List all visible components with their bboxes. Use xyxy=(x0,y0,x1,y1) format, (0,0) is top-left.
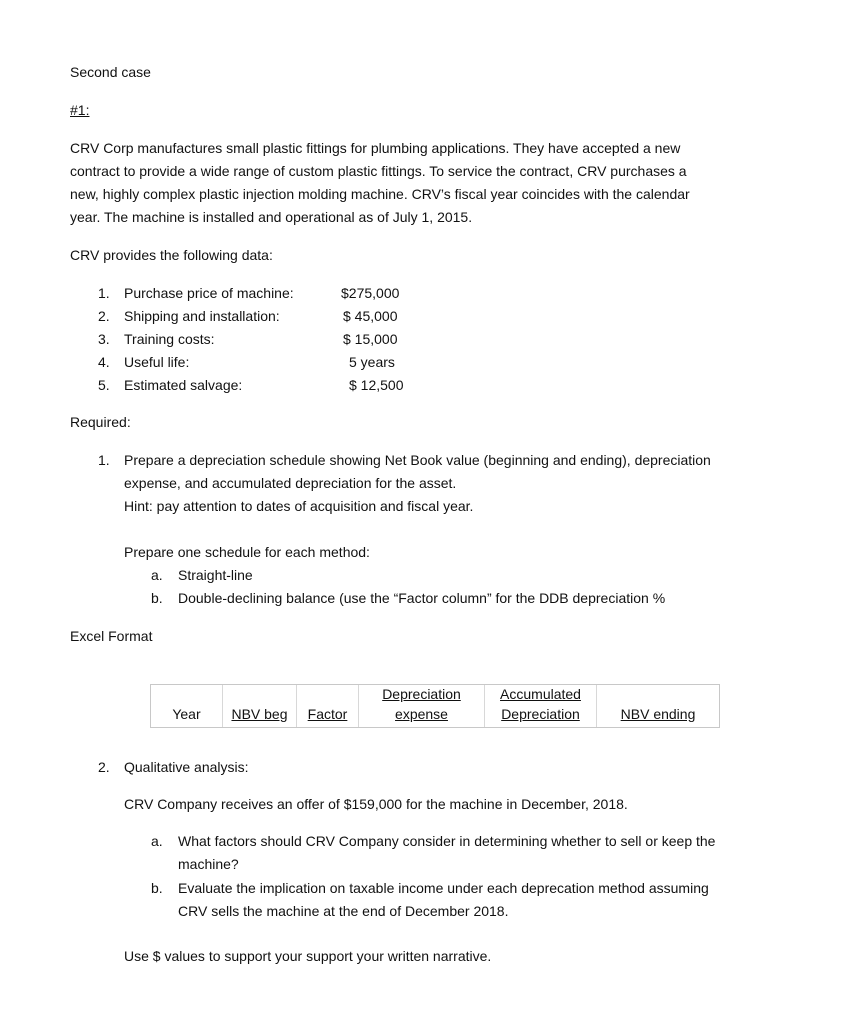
req1-line-2: expense, and accumulated depreciation for the asset. xyxy=(124,475,457,491)
req2-a-line-2: machine? xyxy=(178,856,239,872)
col-nbv-ending-label: NBV ending xyxy=(620,706,696,722)
method-straight-line: Straight-line xyxy=(178,567,253,583)
req2-b-line-2: CRV sells the machine at the end of December 2018. xyxy=(178,903,509,919)
col-dep-line-1: Depreciation xyxy=(382,686,461,702)
data-item-value: $ 12,500 xyxy=(349,377,404,393)
col-dep-line-2: expense xyxy=(395,706,448,722)
col-factor xyxy=(297,685,359,727)
method-ddb: Double-declining balance (use the “Factor column” for the DDB depreciation % xyxy=(178,590,666,606)
col-acc-line-1: Accumulated xyxy=(500,686,581,702)
req2-b-line-1: Evaluate the implication on taxable income under each deprecation method assuming xyxy=(178,880,709,896)
req2-number: 2. xyxy=(98,759,110,775)
col-year xyxy=(151,685,223,727)
req2-b-letter: b. xyxy=(151,880,163,896)
intro-line-4: year. The machine is installed and operational as of July 1, 2015. xyxy=(70,209,473,225)
excel-format-label: Excel Format xyxy=(70,628,153,644)
col-nbv-beg xyxy=(223,685,297,727)
col-accumulated-depreciation xyxy=(485,685,597,727)
req1-line-1: Prepare a depreciation schedule showing Net Book value (beginning and ending), depreciation xyxy=(124,452,711,468)
col-nbv-ending xyxy=(597,685,719,727)
req1-number: 1. xyxy=(98,452,110,468)
data-item-number: 2. xyxy=(98,308,110,324)
req2-offer: CRV Company receives an offer of $159,000 for the machine in December, 2018. xyxy=(124,796,628,812)
col-factor-label: Factor xyxy=(307,706,348,722)
data-item-value: $ 15,000 xyxy=(343,331,398,347)
data-heading: CRV provides the following data: xyxy=(70,247,273,263)
data-item-label: Purchase price of machine: xyxy=(124,285,294,301)
req1-hint: Hint: pay attention to dates of acquisition and fiscal year. xyxy=(124,498,474,514)
req2-a-line-1: What factors should CRV Company consider in determining whether to sell or keep the xyxy=(178,833,716,849)
data-item-number: 3. xyxy=(98,331,110,347)
data-item-value: 5 years xyxy=(349,354,395,370)
intro-line-1: CRV Corp manufactures small plastic fittings for plumbing applications. They have accepted a new xyxy=(70,140,681,156)
col-depreciation-expense xyxy=(359,685,485,727)
data-item-number: 1. xyxy=(98,285,110,301)
data-item-value: $275,000 xyxy=(341,285,400,301)
case-title: Second case xyxy=(70,64,151,80)
col-acc-line-2: Depreciation xyxy=(501,706,580,722)
req2-a-letter: a. xyxy=(151,833,163,849)
data-item-label: Estimated salvage: xyxy=(124,377,243,393)
closing-instruction: Use $ values to support your support your written narrative. xyxy=(124,948,492,964)
problem-number: #1: xyxy=(70,102,90,118)
method-intro: Prepare one schedule for each method: xyxy=(124,544,370,560)
method-letter: b. xyxy=(151,590,163,606)
data-item-label: Useful life: xyxy=(124,354,190,370)
intro-line-2: contract to provide a wide range of custom plastic fittings. To service the contract, CRV purchases a xyxy=(70,163,687,179)
intro-line-3: new, highly complex plastic injection molding machine. CRV’s fiscal year coincides with the calendar xyxy=(70,186,690,202)
col-year-label: Year xyxy=(172,706,201,722)
data-item-value: $ 45,000 xyxy=(343,308,398,324)
method-letter: a. xyxy=(151,567,163,583)
required-heading: Required: xyxy=(70,414,131,430)
data-item-label: Training costs: xyxy=(124,331,215,347)
schedule-table-header xyxy=(150,684,720,728)
data-item-number: 4. xyxy=(98,354,110,370)
data-item-number: 5. xyxy=(98,377,110,393)
data-item-label: Shipping and installation: xyxy=(124,308,280,324)
col-nbv-beg-label: NBV beg xyxy=(231,706,288,722)
req2-title: Qualitative analysis: xyxy=(124,759,249,775)
